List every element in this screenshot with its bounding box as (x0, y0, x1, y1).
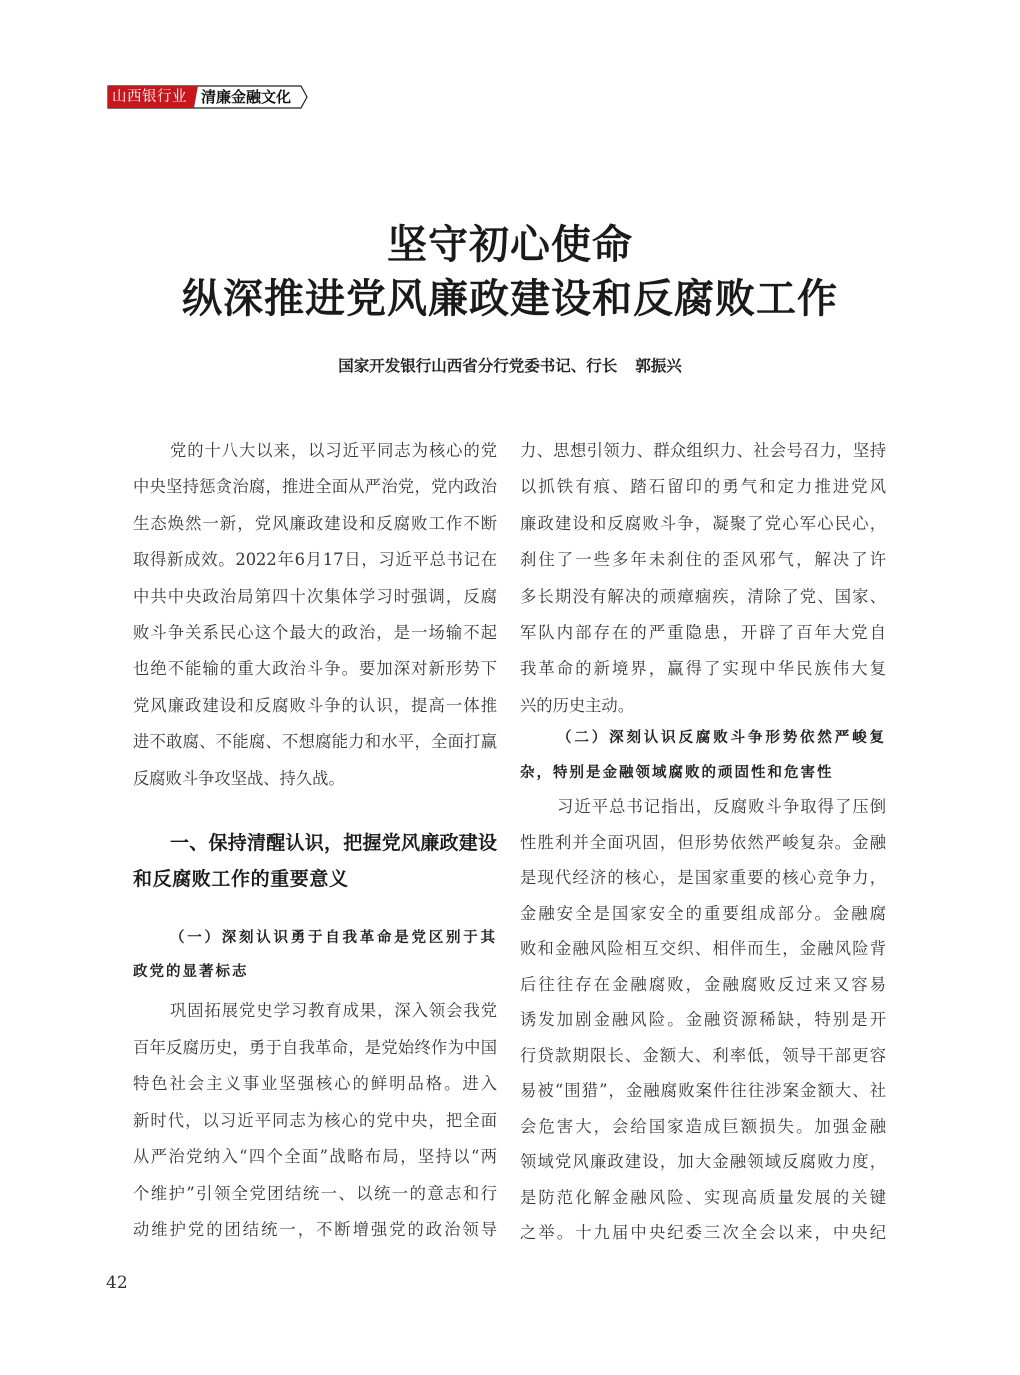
text-line: 兴的历史主动。 (520, 695, 634, 715)
text-line: 是现代经济的核心，是国家重要的核心竞争力， (520, 868, 886, 887)
text-line: 百年反腐历史，勇于自我革命，是党始终作为中国 (133, 1037, 497, 1057)
subheading-line: （二）深刻认识反腐败斗争形势依然严峻复 (557, 729, 886, 746)
text-line: 生态焕然一新，党风廉政建设和反腐败工作不断 (133, 513, 497, 533)
text-line: 动维护党的团结统一，不断增强党的政治领导 (133, 1220, 497, 1239)
text-line: 行贷款期限长、金额大、利率低，领导干部更容 (520, 1045, 886, 1065)
body-paragraph (520, 789, 886, 1251)
subheading-line: 政党的显著标志 (133, 963, 249, 980)
article-title-line-1: 坚守初心使命 (387, 221, 633, 268)
text-line: 性胜利并全面巩固，但形势依然严峻复杂。金融 (520, 832, 886, 852)
text-line: 廉政建设和反腐败斗争，凝聚了党心军心民心， (520, 513, 886, 533)
subheading-line: （一）深刻认识勇于自我革命是党区别于其 (170, 929, 497, 946)
text-line: 习近平总书记指出，反腐败斗争取得了压倒 (557, 797, 886, 816)
continued-paragraph (520, 433, 886, 724)
heading-line: 和反腐败工作的重要意义 (133, 867, 349, 890)
author-name: 郭振兴 (635, 357, 682, 375)
tag-column-label: 清廉金融文化 (201, 88, 292, 106)
text-line: 之举。十九届中央纪委三次全会以来，中央纪 (520, 1223, 886, 1242)
subheading-line: 杂，特别是金融领域腐败的顽固性和危害性 (520, 764, 834, 781)
text-line: 中央坚持惩贪治腐，推进全面从严治党，党内政治 (133, 477, 497, 497)
text-line: 从严治党纳入“四个全面”战略布局，坚持以“两 (133, 1147, 497, 1166)
heading-line: 一、保持清醒认识，把握党风廉政建设 (170, 832, 497, 854)
column-tag (106, 84, 316, 110)
text-line: 刹住了一些多年未刹住的歪风邪气，解决了许 (520, 550, 886, 570)
text-line: 军队内部存在的严重隐患，开辟了百年大党自 (520, 622, 886, 642)
text-line: 取得新成效。2022年6月17日，习近平总书记在 (133, 550, 497, 570)
text-line: 也绝不能输的重大政治斗争。要加深对新形势下 (133, 659, 497, 679)
page-number: 42 (106, 1273, 128, 1293)
text-line: 后往往存在金融腐败，金融腐败反过来又容易 (520, 974, 886, 994)
text-line: 诱发加剧金融风险。金融资源稀缺，特别是开 (520, 1010, 886, 1029)
text-line: 巩固拓展党史学习教育成果，深入领会我党 (170, 1001, 497, 1020)
text-line: 进不敢腐、不能腐、不想腐能力和水平，全面打赢 (133, 732, 497, 752)
article-title-line-2: 纵深推进党风廉政建设和反腐败工作 (182, 275, 838, 322)
text-line: 特色社会主义事业坚强核心的鲜明品格。进入 (133, 1074, 497, 1093)
text-line: 反腐败斗争攻坚战、持久战。 (133, 768, 345, 788)
text-line: 金融安全是国家安全的重要组成部分。金融腐 (520, 903, 886, 923)
text-line: 会危害大，会给国家造成巨额损失。加强金融 (520, 1116, 886, 1136)
subsection-heading (520, 720, 886, 790)
text-line: 个维护”引领全党团结统一、以统一的意志和行 (133, 1183, 497, 1203)
text-line: 是防范化解金融风险、实现高质量发展的关键 (520, 1187, 886, 1207)
author-affiliation: 国家开发银行山西省分行党委书记、行长 (338, 357, 618, 375)
intro-paragraph (133, 433, 497, 797)
text-line: 党的十八大以来，以习近平同志为核心的党 (170, 441, 497, 460)
text-line: 我革命的新境界，赢得了实现中华民族伟大复 (520, 659, 886, 679)
text-line: 中共中央政治局第四十次集体学习时强调，反腐 (133, 586, 497, 606)
text-line: 力、思想引领力、群众组织力、社会号召力，坚持 (520, 441, 886, 460)
text-line: 新时代，以习近平同志为核心的党中央，把全面 (133, 1110, 497, 1130)
text-line: 党风廉政建设和反腐败斗争的认识，提高一体推 (133, 695, 497, 715)
section-heading (133, 826, 497, 897)
text-line: 败斗争关系民心这个最大的政治，是一场输不起 (133, 622, 497, 642)
text-line: 以抓铁有痕、踏石留印的勇气和定力推进党风 (520, 477, 886, 497)
subsection-heading (133, 921, 497, 989)
text-line: 领域党风廉政建设，加大金融领域反腐败力度， (520, 1152, 886, 1171)
text-line: 易被“围猎”，金融腐败案件往往涉案金额大、社 (520, 1081, 886, 1100)
tag-section-label: 山西银行业 (112, 89, 187, 105)
body-paragraph (133, 993, 497, 1249)
author-byline (0, 354, 1020, 378)
text-line: 败和金融风险相互交织、相伴而生，金融风险背 (520, 939, 886, 958)
text-line: 多长期没有解决的顽瘴痼疾，清除了党、国家、 (520, 586, 886, 606)
